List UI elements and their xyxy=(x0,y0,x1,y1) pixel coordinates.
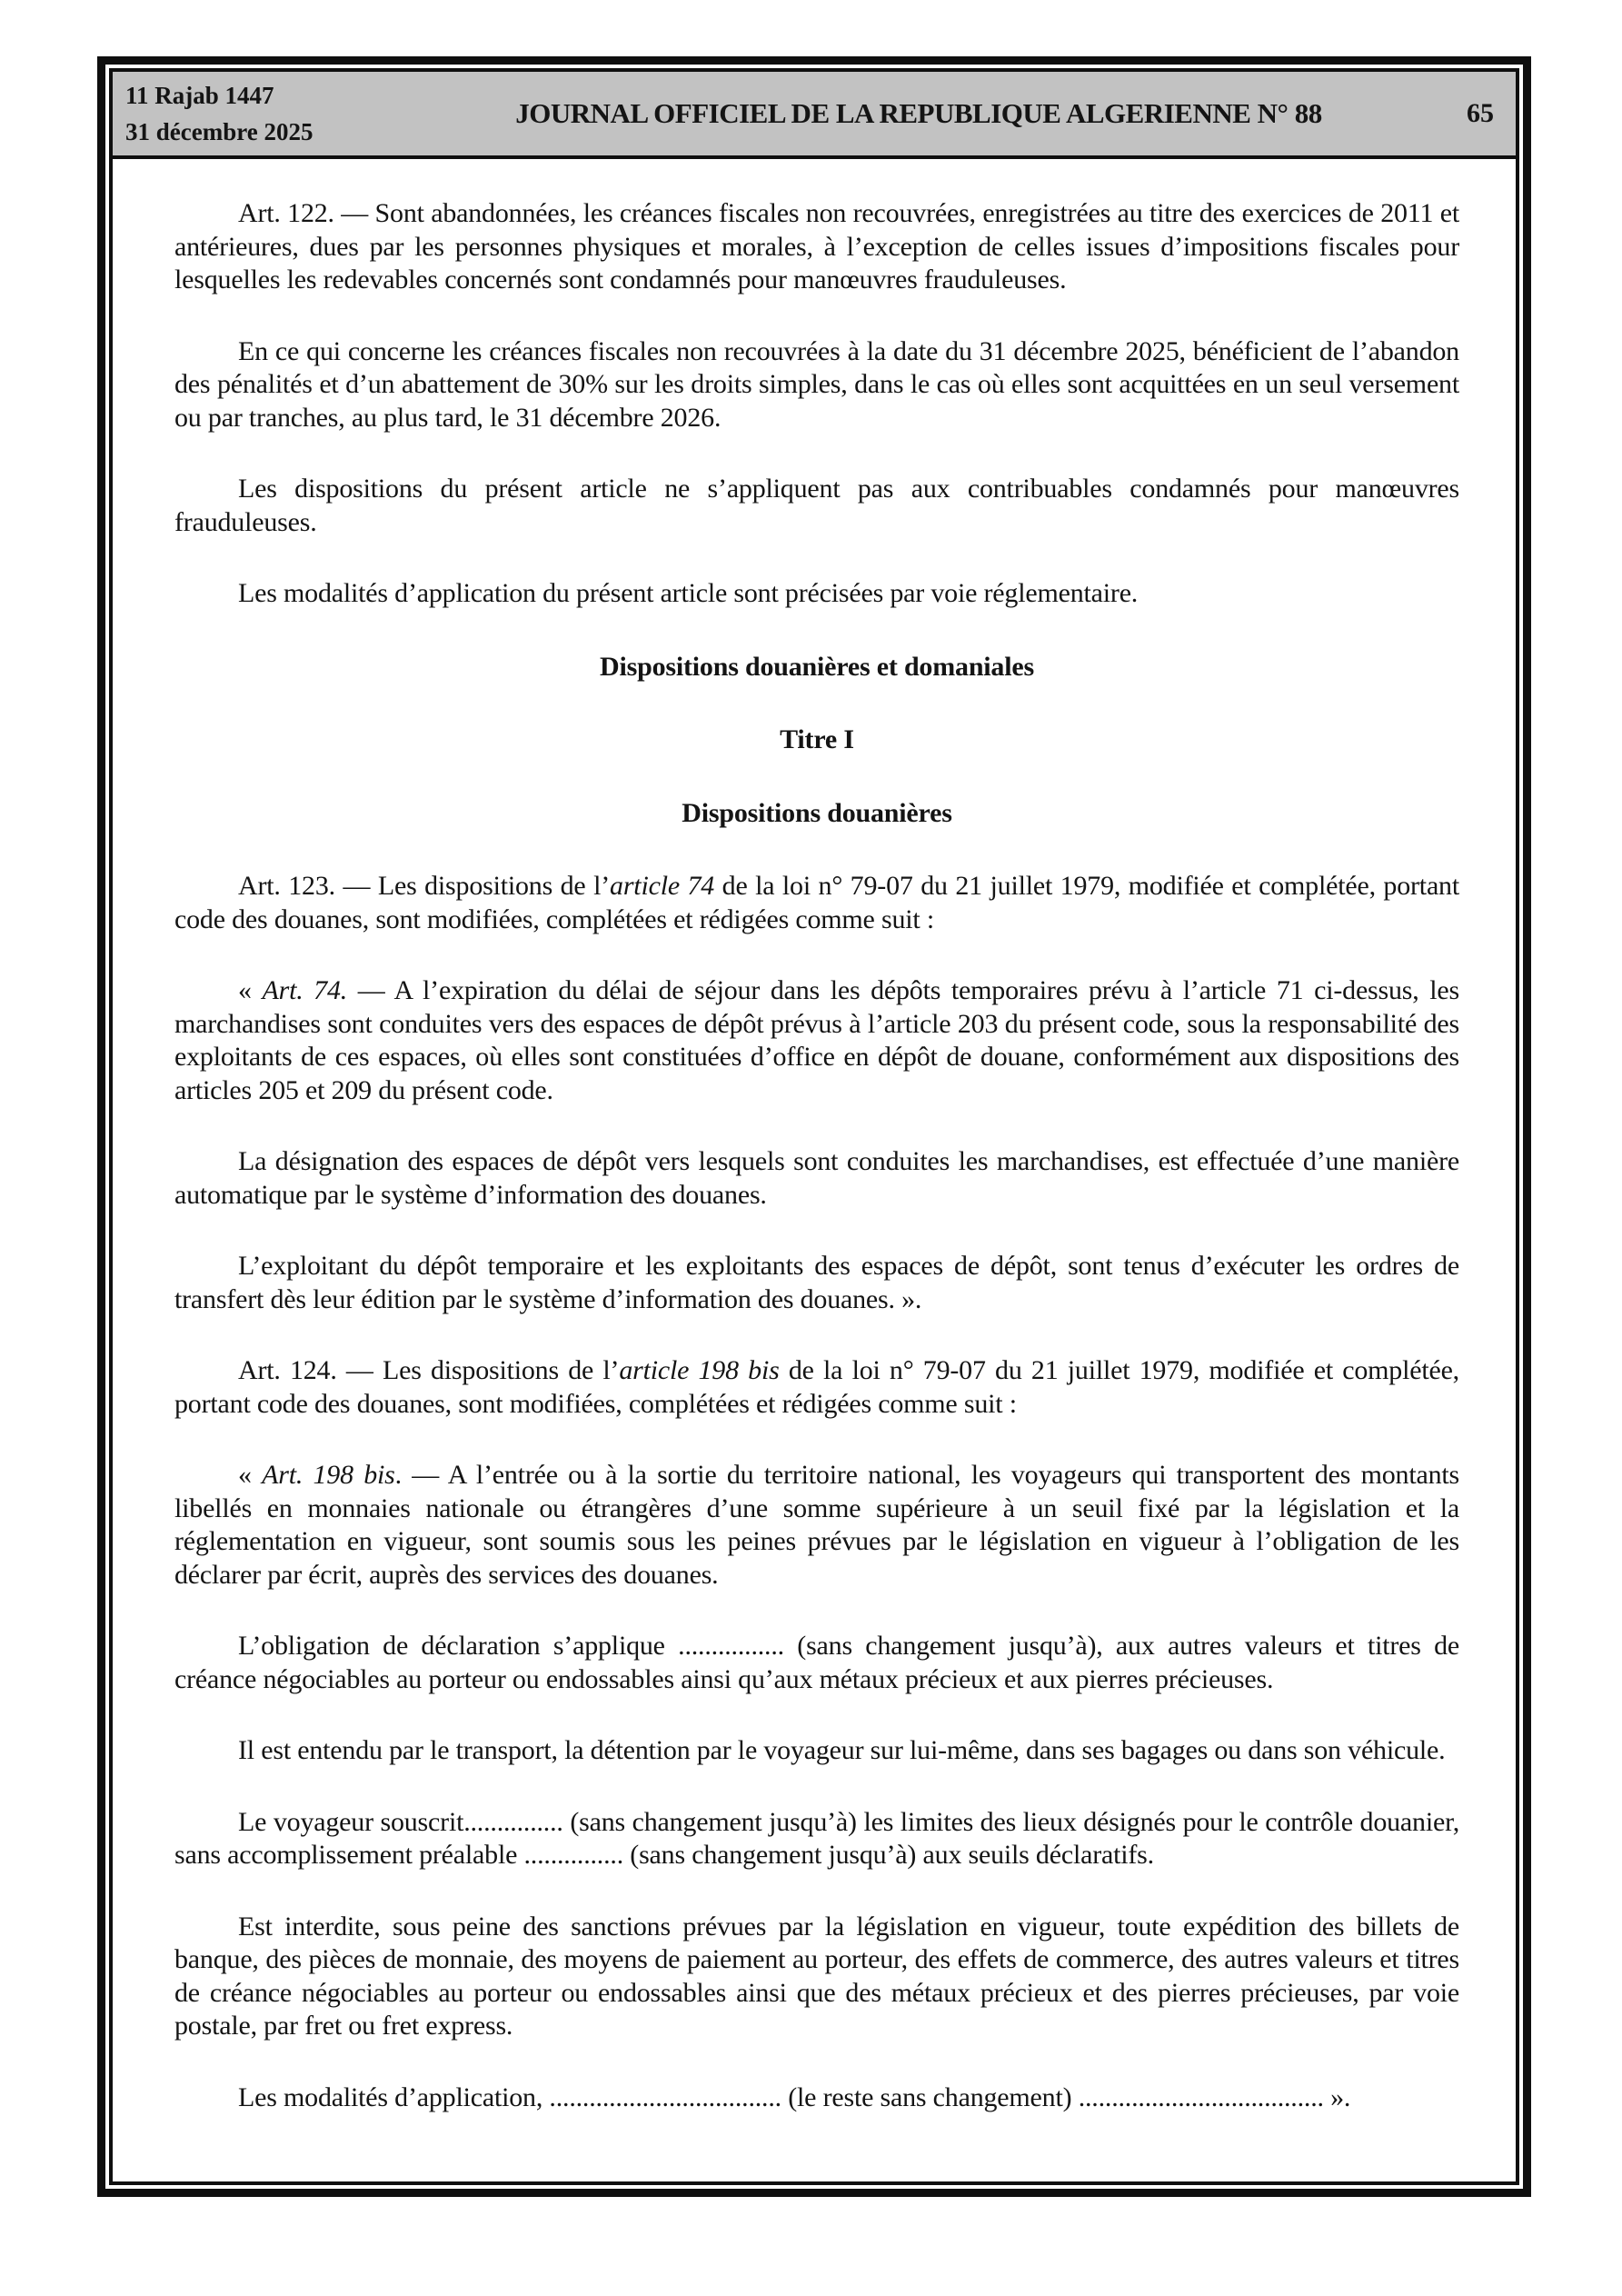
text-run: Art. 122. — Sont abandonnées, les créances fiscales non recouvrées, enregistrées au titre des exercices de 2011 et antérieures, dues par les personnes physiques et morales, à l’exception de celles issues d’impositions fiscales pour lesquelles les redevables concernés sont condamnés pour manœuvres frauduleuses. xyxy=(174,198,1459,294)
journal-title: JOURNAL OFFICIEL DE LA REPUBLIQUE ALGERIENNE N° 88 xyxy=(515,97,1322,129)
section-heading xyxy=(174,651,1459,684)
text-run: de la loi n° 79-07 du 21 juillet 1979, modifiée et complétée, portant code des douanes, sont modifiées, complétées et rédigées comme suit : xyxy=(174,871,1459,934)
italic-text-run: article 74 xyxy=(610,871,715,901)
paragraph xyxy=(174,1145,1459,1212)
text-run: Les modalités d’application du présent article sont précisées par voie réglementaire. xyxy=(238,578,1139,608)
italic-text-run: Art. 198 bis xyxy=(262,1460,395,1490)
paragraph xyxy=(174,1806,1459,1872)
header-dates xyxy=(125,77,389,150)
text-run: Les dispositions du présent article ne s’appliquent pas aux contribuables condamnés pour manœuvres frauduleuses. xyxy=(174,474,1459,537)
page-frame xyxy=(97,56,1531,2197)
text-run: Est interdite, sous peine des sanctions prévues par la législation en vigueur, toute expédition des billets de banque, des pièces de monnaie, des moyens de paiement au porteur, des effets de commerce, des autres valeurs et titres de créance négociables au porteur ou endossables ainsi que des métaux précieux et des pierres précieuses, par voie postale, par fret ou fret express. xyxy=(174,1911,1459,2041)
text-run: . — A l’entrée ou à la sortie du territoire national, les voyageurs qui transportent des montants libellés en monnaies nationale ou étrangères d’une somme supérieure à un seuil fixé par la législation et la réglementation en vigueur, sont soumis sous les peines prévues par le législation en vigueur à l’obligation de les déclarer par écrit, auprès des services des douanes. xyxy=(174,1460,1459,1590)
text-run: La désignation des espaces de dépôt vers lesquels sont conduites les marchandises, est effectuée d’une manière automatique par le système d’information des douanes. xyxy=(174,1146,1459,1210)
page-frame-inner xyxy=(109,68,1519,2185)
text-run: Il est entendu par le transport, la détention par le voyageur sur lui-même, dans ses bagages ou dans son véhicule. xyxy=(238,1735,1446,1765)
paragraph xyxy=(174,197,1459,297)
text-run: Titre I xyxy=(780,724,854,754)
text-run: de la loi n° 79-07 du 21 juillet 1979, modifiée et complétée, portant code des douanes, sont modifiées, complétées et rédigées comme suit : xyxy=(174,1355,1459,1419)
page-header xyxy=(113,72,1516,159)
paragraph xyxy=(174,335,1459,435)
text-run: Dispositions douanières et domaniales xyxy=(600,651,1034,682)
gregorian-date: 31 décembre 2025 xyxy=(125,118,313,145)
paragraph xyxy=(174,1354,1459,1421)
document-body xyxy=(113,159,1516,2181)
paragraph xyxy=(174,974,1459,1107)
paragraph xyxy=(174,2081,1459,2115)
section-heading xyxy=(174,797,1459,831)
text-run: En ce qui concerne les créances fiscales non recouvrées à la date du 31 décembre 2025, bénéficient de l’abandon des pénalités et d’un abattement de 30% sur les droits simples, dans le cas où elles sont acquittées en un seul versement ou par tranches, au plus tard, le 31 décembre 2026. xyxy=(174,335,1459,433)
text-run: L’exploitant du dépôt temporaire et les exploitants des espaces de dépôt, sont tenus d’exécuter les ordres de transfert dès leur édition par le système d’information des douanes. ». xyxy=(174,1251,1459,1314)
hijri-date: 11 Rajab 1447 xyxy=(125,82,274,109)
text-run: Art. 123. — Les dispositions de l’ xyxy=(238,871,611,901)
paragraph xyxy=(174,577,1459,611)
section-heading xyxy=(174,724,1459,757)
paragraph xyxy=(174,870,1459,936)
italic-text-run: Art. 74. xyxy=(262,975,348,1005)
text-run: L’obligation de déclaration s’applique ................ (sans changement jusqu’à), aux autres valeurs et titres de créance négociables au porteur ou endossables ainsi qu’aux métaux précieux et aux pierres précieuses. xyxy=(174,1631,1459,1694)
text-run: Le voyageur souscrit............... (sans changement jusqu’à) les limites des lieux désignés pour le contrôle douanier, sans accomplissement préalable ............... (sans changement jusqu’à) aux seuils déclaratifs. xyxy=(174,1806,1459,1870)
paragraph xyxy=(174,1630,1459,1696)
paragraph xyxy=(174,1734,1459,1768)
paragraph xyxy=(174,1911,1459,2043)
text-run: Les modalités d’application, ................................... (le reste sans changement) ..................................... ». xyxy=(238,2081,1351,2112)
text-run: Dispositions douanières xyxy=(682,797,952,828)
paragraph xyxy=(174,473,1459,539)
italic-text-run: article 198 bis xyxy=(619,1355,780,1385)
text-run: « xyxy=(238,1460,263,1490)
page-number: 65 xyxy=(1467,98,1494,128)
text-run: — A l’expiration du délai de séjour dans les dépôts temporaires prévu à l’article 71 ci-dessus, les marchandises sont conduites vers des espaces de dépôt prévus à l’article 203 du présent code, sous la responsabilité des exploitants de ces espaces, où elles sont constituées d’office en dépôt de douane, conformément aux dispositions des articles 205 et 209 du présent code. xyxy=(174,975,1459,1105)
text-run: Art. 124. — Les dispositions de l’ xyxy=(238,1355,620,1385)
text-run: « xyxy=(238,975,263,1005)
paragraph xyxy=(174,1250,1459,1316)
paragraph xyxy=(174,1459,1459,1592)
